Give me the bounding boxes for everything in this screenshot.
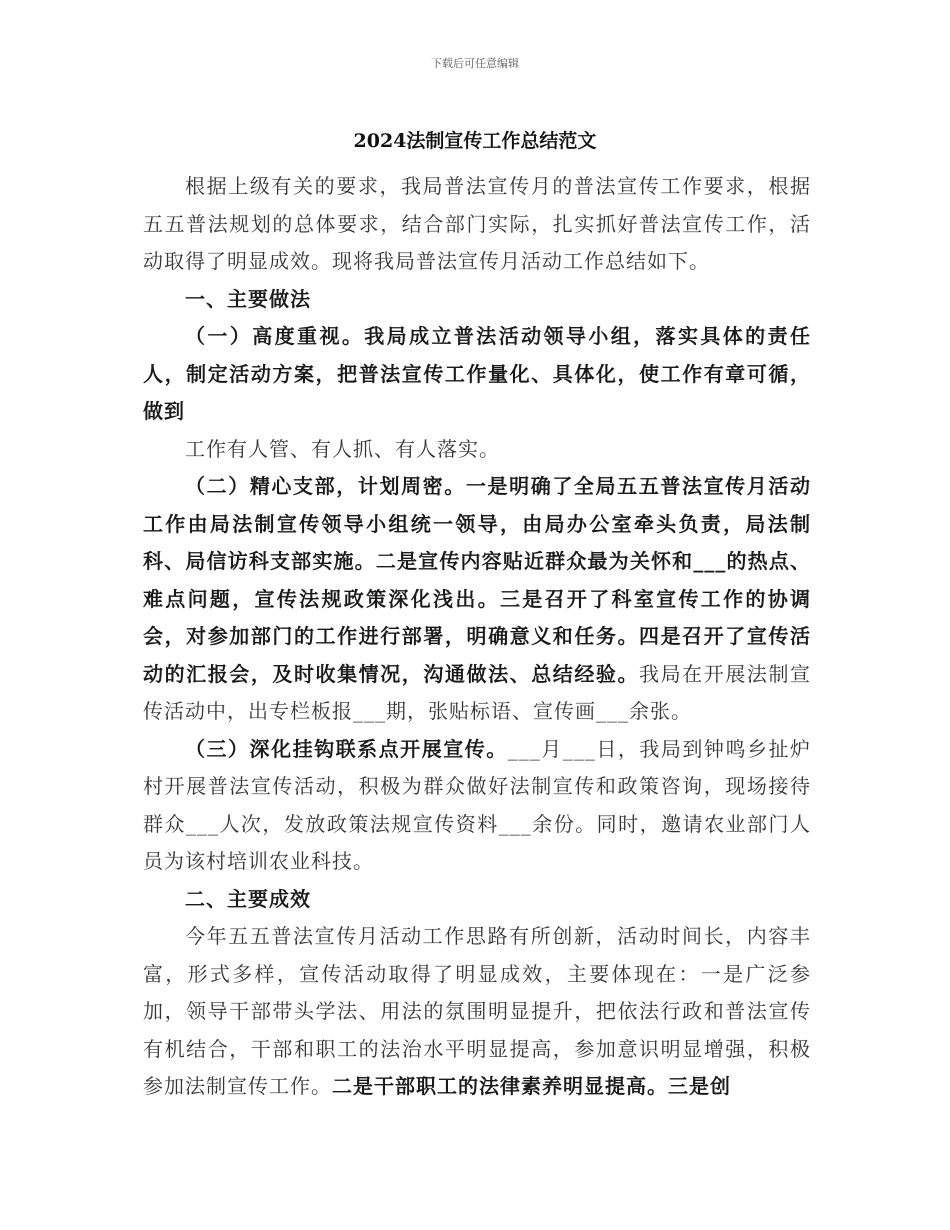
intro-paragraph: 根据上级有关的要求，我局普法宣传月的普法宣传工作要求，根据五五普法规划的总体要求，结合部门实际，扎实抓好普法宣传工作，活动取得了明显成效。现将我局普法宣传月活动工作总结如下。: [143, 174, 811, 273]
document-body: [143, 168, 811, 1106]
paragraph-careful-planning-bold: （二）精心支部，计划周密。一是明确了全局五五普法宣传月活动工作由局法制宣传领导小组统一领导，由局办公室牵头负责，局法制科、局信访科支部实施。二是宣传内容贴近群众最为关怀和___的热点、难点问题，宣传法规政策深化浅出。三是召开了科室宣传工作的协调会，对参加部门的工作进行部署，明确意义和任务。四是召开了宣传活动的汇报会，及时收集情况，沟通做法、总结经验。: [143, 474, 811, 686]
header-note: 下载后可任意编辑: [431, 57, 519, 70]
paragraph-results-plain: 今年五五普法宣传月活动工作思路有所创新，活动时间长，内容丰富，形式多样，宣传活动取得了明显成效，主要体现在：一是广泛参加，领导干部带头学法、用法的氛围明显提升，把依法行政和普法宣传有机结合，干部和职工的法治水平明显提高，参加意识明显增强，积极参加法制宣传工作。: [143, 924, 811, 1098]
paragraph-results: [143, 918, 811, 1106]
paragraph-careful-planning-plain: 我局在开展法制宣传活动中，出专栏板报___期，张贴标语、宣传画___余张。: [143, 661, 812, 723]
section-heading-main-results: 二、主要成效: [185, 886, 311, 911]
section-heading-main-practices: 一、主要做法: [185, 286, 311, 311]
document-title: 2024法制宣传工作总结范文: [353, 130, 597, 152]
paragraph-high-attention: （一）高度重视。我局成立普法活动领导小组，落实具体的责任人，制定活动方案，把普法宣传工作量化、具体化，使工作有章可循，做到: [143, 324, 811, 423]
paragraph-high-attention-continued: 工作有人管、有人抓、有人落实。: [185, 436, 500, 461]
paragraph-contact-points-plain: ___月___日，我局到钟鸣乡扯炉村开展普法宣传活动，积极为群众做好法制宣传和政策咨询，现场接待群众___人次，发放政策法规宣传资料___余份。同时，邀请农业部门人员为该村培训农业科技。: [143, 736, 812, 873]
paragraph-results-bold: 二是干部职工的法律素养明显提高。三是创: [332, 1074, 731, 1098]
paragraph-careful-planning: [143, 468, 811, 731]
paragraph-contact-points: [143, 731, 811, 881]
paragraph-contact-points-bold: （三）深化挂钩联系点开展宣传。: [185, 736, 508, 761]
